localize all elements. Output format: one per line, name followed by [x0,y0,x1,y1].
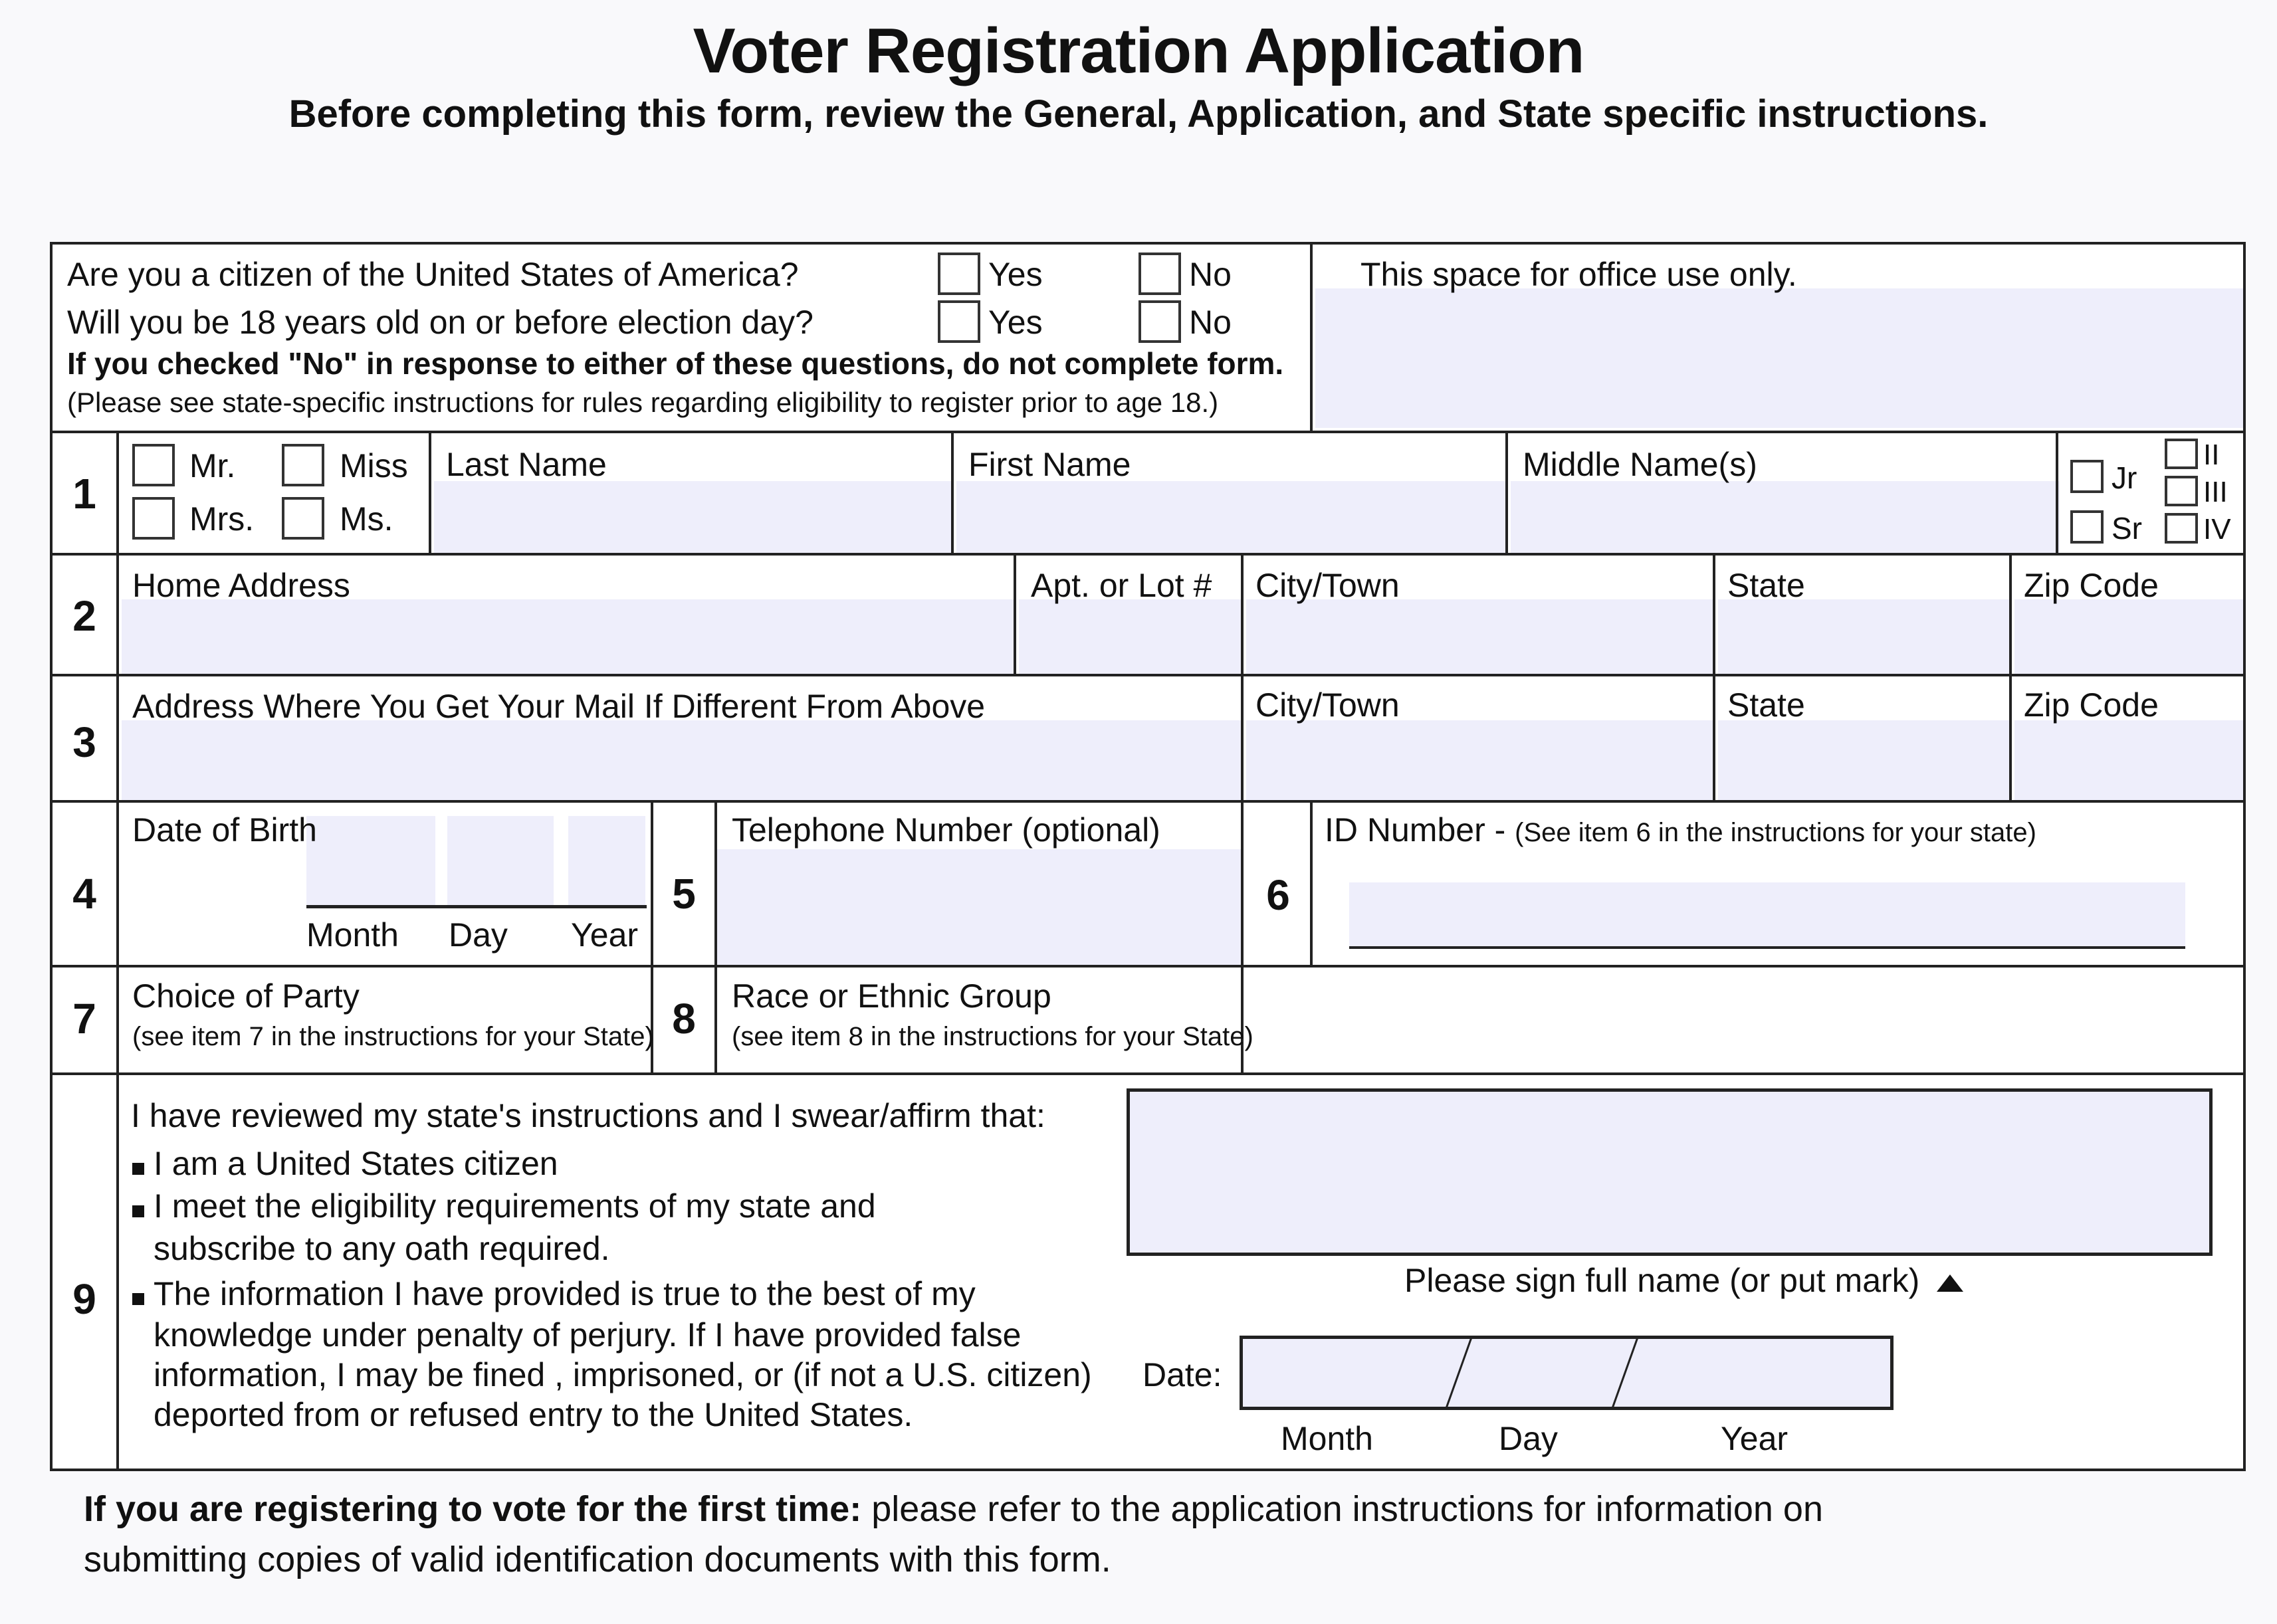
id-number-label: ID Number [1325,811,1485,849]
mail-city-label: City/Town [1255,686,1400,724]
oath-bullet-3-line-3: information, I may be fined , imprisoned, or (if not a U.S. citizen) [154,1356,1092,1393]
last-name-field[interactable] [434,481,954,556]
row-number-5: 5 [672,870,696,918]
row-number-7: 7 [72,995,96,1043]
row-number-2: 2 [72,592,96,640]
citizen-no-checkbox[interactable] [1138,253,1181,295]
footer-line-2: submitting copies of valid identification documents with this form. [84,1540,1111,1579]
mail-address-label: Address Where You Get Your Mail If Different From Above [132,688,986,725]
office-use-area [1315,288,2243,428]
suffix-iv-checkbox[interactable] [2165,513,2198,544]
home-city-label: City/Town [1255,567,1400,604]
oath-bullet-3-line-1: The information I have provided is true to the best of my [154,1275,976,1312]
mail-zip-label: Zip Code [2024,686,2159,724]
age-no-label: No [1189,304,1232,341]
home-city-field[interactable] [1246,599,1715,676]
mail-state-label: State [1727,686,1805,724]
suffix-jr-checkbox[interactable] [2070,460,2104,493]
title-mrs-checkbox[interactable] [132,497,175,540]
dob-year-label: Year [571,916,639,954]
citizen-question: Are you a citizen of the United States of America? [67,256,799,293]
apt-field[interactable] [1019,599,1244,676]
suffix-ii-checkbox[interactable] [2165,439,2198,469]
row-number-9: 9 [72,1275,96,1323]
bullet-2 [132,1205,144,1217]
suffix-ii-label: II [2203,439,2220,471]
sign-label-text: Please sign full name (or put mark) [1404,1262,1920,1299]
sign-label [1404,1261,1966,1300]
eligibility-note: (Please see state-specific instructions for rules regarding eligibility to register prior to age 18.) [67,387,1219,418]
citizen-yes-label: Yes [988,256,1043,293]
age-yes-label: Yes [988,304,1043,341]
citizen-yes-checkbox[interactable] [938,253,980,295]
home-state-label: State [1727,567,1805,604]
first-name-field[interactable] [956,481,1508,556]
title-miss-checkbox[interactable] [282,444,324,486]
oath-bullet-1: I am a United States citizen [154,1145,558,1182]
id-number-note: (See item 6 in the instructions for your state) [1515,818,2036,847]
suffix-iii-checkbox[interactable] [2165,476,2198,506]
title-miss-label: Miss [340,447,408,484]
oath-bullet-3-line-4: deported from or refused entry to the United States. [154,1396,913,1433]
age-question: Will you be 18 years old on or before election day? [67,304,813,341]
oath-intro: I have reviewed my state's instructions and I swear/affirm that: [131,1097,1045,1134]
office-use-label: This space for office use only. [1360,256,1797,293]
home-zip-label: Zip Code [2024,567,2159,604]
suffix-iii-label: III [2203,476,2228,508]
registration-form [50,242,2246,1471]
citizen-no-label: No [1189,256,1232,293]
middle-name-label: Middle Name(s) [1523,446,1757,483]
dob-month-label: Month [306,916,399,954]
party-label: Choice of Party [132,977,360,1015]
row-number-6: 6 [1266,871,1290,919]
suffix-iv-label: IV [2203,513,2231,546]
suffix-sr-checkbox[interactable] [2070,510,2104,544]
sign-month-label: Month [1281,1420,1373,1457]
page-subtitle: Before completing this form, review the General, Application, and State specific instructions. [288,92,1989,136]
date-separators [1240,1336,1894,1410]
home-zip-field[interactable] [2014,599,2243,676]
row-number-3: 3 [72,718,96,766]
oath-bullet-3-line-2: knowledge under penalty of perjury. If I have provided false [154,1316,1022,1354]
bullet-1 [132,1163,144,1175]
title-mr-label: Mr. [189,447,236,484]
suffix-jr-label: Jr [2112,460,2137,495]
title-ms-checkbox[interactable] [282,497,324,540]
mail-state-field[interactable] [1718,720,2012,800]
footer-line-1 [84,1488,1823,1530]
last-name-label: Last Name [446,446,607,483]
race-label: Race or Ethnic Group [732,977,1051,1015]
bullet-3 [132,1293,144,1305]
oath-bullet-2-line-2: subscribe to any oath required. [154,1230,610,1267]
sign-year-label: Year [1721,1420,1789,1457]
age-no-checkbox[interactable] [1138,300,1181,343]
row-number-8: 8 [672,995,696,1043]
footer-text-1: please refer to the application instructions for information on [871,1489,1823,1529]
dob-day-label: Day [449,916,508,954]
sign-day-label: Day [1499,1420,1558,1457]
dob-year-field[interactable] [568,816,645,905]
row-number-1: 1 [72,470,96,518]
row-number-4: 4 [72,870,96,918]
home-state-field[interactable] [1718,599,2012,676]
title-ms-label: Ms. [340,500,393,538]
dob-day-field[interactable] [447,816,554,905]
mail-city-field[interactable] [1246,720,1715,800]
home-address-field[interactable] [122,599,1016,676]
dob-month-field[interactable] [306,816,435,905]
arrow-up-icon [1934,1272,1966,1294]
home-address-label: Home Address [132,567,350,604]
age-yes-checkbox[interactable] [938,300,980,343]
title-mr-checkbox[interactable] [132,444,175,486]
race-note: (see item 8 in the instructions for your State) [732,1022,1253,1051]
apt-label: Apt. or Lot # [1031,567,1212,604]
footer-bold: If you are registering to vote for the first time: [84,1489,862,1529]
phone-label: Telephone Number (optional) [732,811,1160,849]
phone-field[interactable] [717,849,1241,966]
page-title: Voter Registration Application [693,15,1584,86]
middle-name-field[interactable] [1511,481,2060,556]
signature-box[interactable] [1127,1088,2213,1256]
eligibility-warning: If you checked "No" in response to either of these questions, do not complete form. [67,346,1284,381]
title-mrs-label: Mrs. [189,500,255,538]
mail-zip-field[interactable] [2014,720,2243,800]
dob-label: Date of Birth [132,811,317,849]
date-label: Date: [1142,1356,1222,1393]
mail-address-field[interactable] [122,720,1244,800]
suffix-sr-label: Sr [2112,511,2142,546]
id-number-field[interactable] [1349,882,2185,946]
party-note: (see item 7 in the instructions for your State) [132,1022,654,1051]
first-name-label: First Name [968,446,1131,483]
oath-bullet-2-line-1: I meet the eligibility requirements of my state and [154,1187,876,1225]
id-number-title [1325,811,2036,849]
id-number-dash: - [1485,811,1515,849]
